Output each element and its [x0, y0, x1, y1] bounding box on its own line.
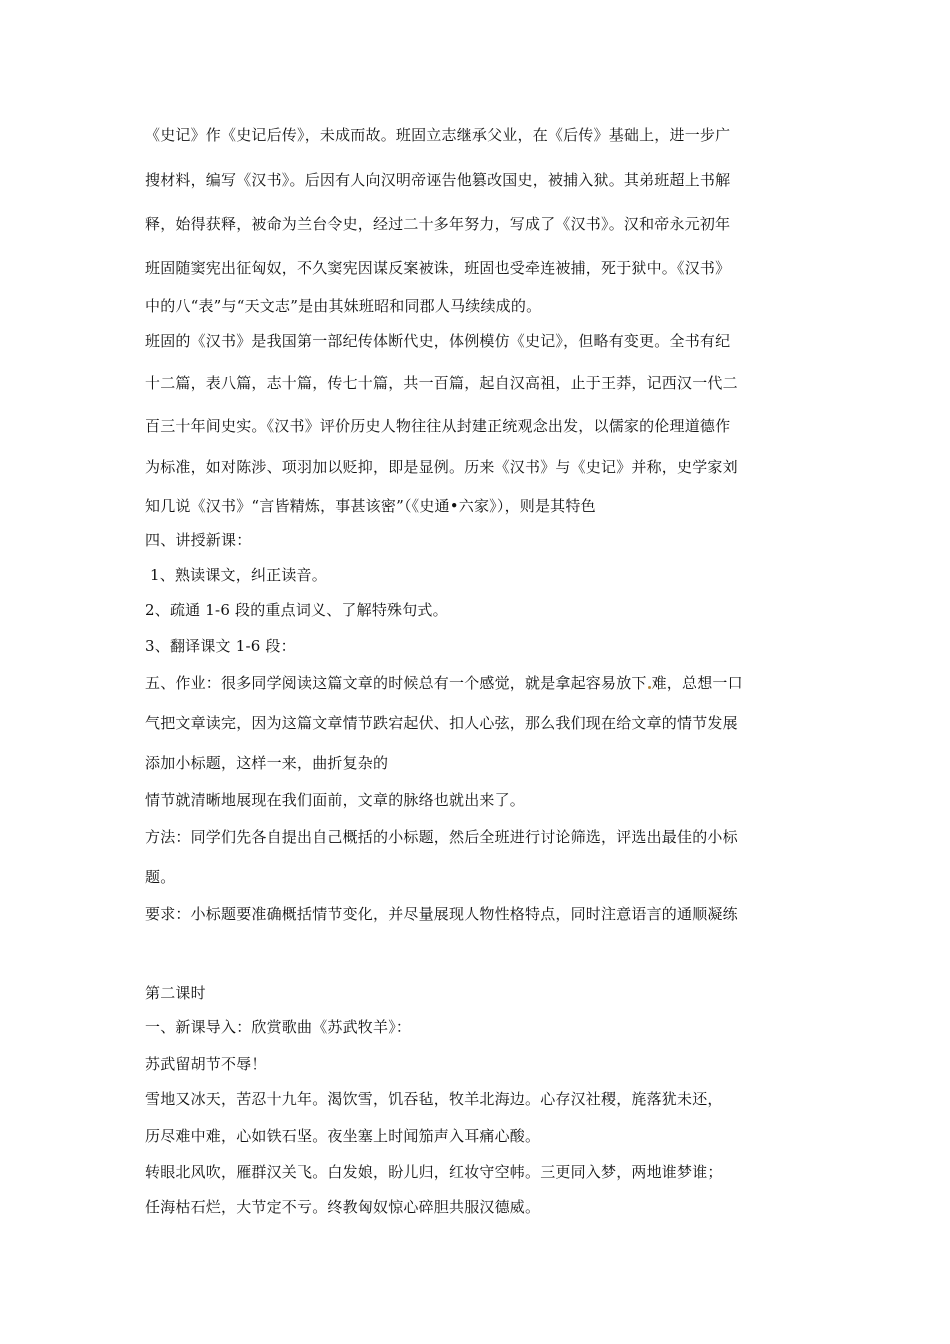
- paragraph-1-line-3: 释，始得获释，被命为兰台令史，经过二十多年努力，写成了《汉书》。汉和帝永元初年: [145, 215, 731, 233]
- paragraph-2-line-4: 为标准，如对陈涉、项羽加以贬抑，即是显例。历来《汉书》与《史记》并称，史学家刘: [145, 458, 738, 476]
- paragraph-1-line-4: 班固随窦宪出征匈奴，不久窦宪因谋反案被诛，班固也受牵连被捕，死于狱中。《汉书》: [145, 259, 731, 277]
- section-4-heading: 四、讲授新课：: [145, 531, 252, 549]
- section-5-line-1-b: 难，总想一口: [651, 674, 743, 692]
- section-5-line-2: 气把文章读完，因为这篇文章情节跌宕起伏、扣人心弦，那么我们现在给文章的情节发展: [145, 714, 738, 732]
- section-5-requirement: 要求：小标题要准确概括情节变化，并尽量展现人物性格特点，同时注意语言的通顺凝练: [145, 905, 738, 923]
- paragraph-2-line-3: 百三十年间史实。《汉书》评价历史人物往往从封建正统观念出发，以儒家的伦理道德作: [145, 417, 731, 435]
- section-5-line-1-a: 五、作业：很多同学阅读这篇文章的时候总有一个感觉，就是拿起容易放下: [145, 674, 647, 692]
- lesson-2-title: 第二课时: [145, 984, 206, 1002]
- section-4-item-2: 2、疏通 1-6 段的重点词义、了解特殊句式。: [145, 601, 448, 619]
- section-5-line-1: [145, 673, 825, 693]
- section-5-method-line-2: 题。: [145, 868, 176, 886]
- song-line-1: 苏武留胡节不辱！: [145, 1055, 267, 1073]
- song-line-2: 雪地又冰天，苦忍十九年。渴饮雪，饥吞毡，牧羊北海边。心存汉社稷，旄落犹未还，: [145, 1090, 723, 1108]
- paragraph-1-line-1: 《史记》作《史记后传》，未成而故。班固立志继承父业，在《后传》基础上，进一步广: [145, 126, 731, 144]
- paragraph-2-line-2: 十二篇，表八篇，志十篇，传七十篇，共一百篇，起自汉高祖，止于王莽，记西汉一代二: [145, 374, 738, 392]
- song-line-3: 历尽难中难，心如铁石坚。夜坐塞上时闻笳声入耳痛心酸。: [145, 1127, 541, 1145]
- section-4-item-3: 3、翻译课文 1-6 段：: [145, 637, 296, 655]
- section-5-line-3: 添加小标题，这样一来，曲折复杂的: [145, 754, 389, 772]
- section-4-item-1: 1、熟读课文，纠正读音。: [150, 566, 327, 584]
- lesson-2-intro: 一、新课导入：欣赏歌曲《苏武牧羊》：: [145, 1018, 412, 1036]
- paragraph-1-line-5: 中的八“表”与“天文志”是由其妹班昭和同郡人马续续成的。: [145, 297, 542, 315]
- section-5-method-line-1: 方法：同学们先各自提出自己概括的小标题，然后全班进行讨论筛选，评选出最佳的小标: [145, 828, 738, 846]
- song-line-4: 转眼北风吹，雁群汉关飞。白发娘，盼儿归，红妆守空帏。三更同入梦，两地谁梦谁；: [145, 1163, 723, 1181]
- dot-mark-icon: [648, 686, 651, 689]
- song-line-5: 任海枯石烂，大节定不亏。终教匈奴惊心碎胆共服汉德威。: [145, 1198, 541, 1216]
- paragraph-2-line-5: 知几说《汉书》“言皆精炼，事甚该密”（《史通•六家》），则是其特色: [145, 497, 596, 515]
- paragraph-2-line-1: 班固的《汉书》是我国第一部纪传体断代史，体例模仿《史记》，但略有变更。全书有纪: [145, 332, 731, 350]
- paragraph-1-line-2: 搜材料，编写《汉书》。后因有人向汉明帝诬告他篡改国史，被捕入狱。其弟班超上书解: [145, 171, 731, 189]
- section-5-line-4: 情节就清晰地展现在我们面前，文章的脉络也就出来了。: [145, 791, 526, 809]
